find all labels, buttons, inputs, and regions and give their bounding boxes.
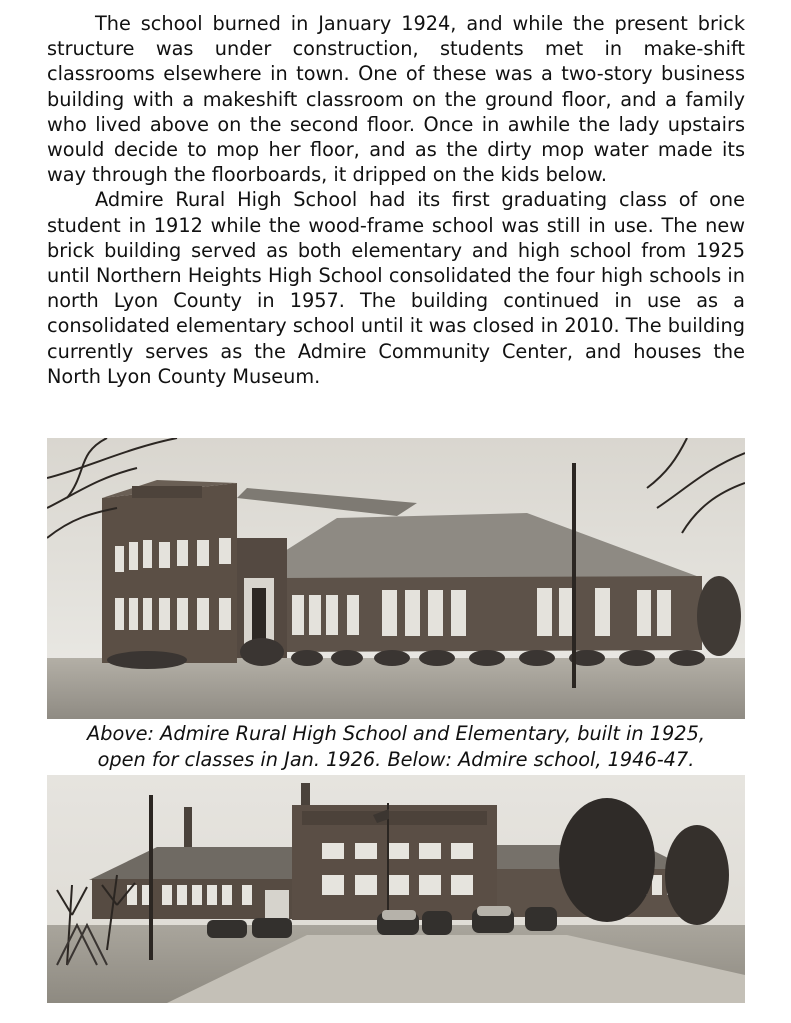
school-photo-1925 [47,438,745,719]
photo-caption [47,721,745,772]
school-photo-1946 [47,775,745,1003]
paragraph: The school burned in January 1924, and while the present brick structure was under construction, students met in make-shift classrooms elsewhere in town. One of these was a two-story business building with a makeshift classroom on the ground floor, and a family who lived above on the second floor. Once in awhile the lady upstairs would decide to mop her floor, and as the dirty mop water made its way through the floorboards, it dripped on the kids below. [47,12,745,187]
caption-line: open for classes in Jan. 1926. Below: Admire school, 1946-47. [97,747,695,771]
caption-line: Above: Admire Rural High School and Elementary, built in 1925, [87,722,705,745]
article-body [47,11,745,389]
paragraph: Admire Rural High School had its first graduating class of one student in 1912 while the wood-frame school was still in use. The new brick building served as both elementary and high school from 1925 until Northern Heights High School consolidated the four high schools in north Lyon County in 1957. The building continued in use as a consolidated elementary school until it was closed in 2010. The building currently serves as the Admire Community Center, and houses the North Lyon County Museum. [47,188,745,388]
